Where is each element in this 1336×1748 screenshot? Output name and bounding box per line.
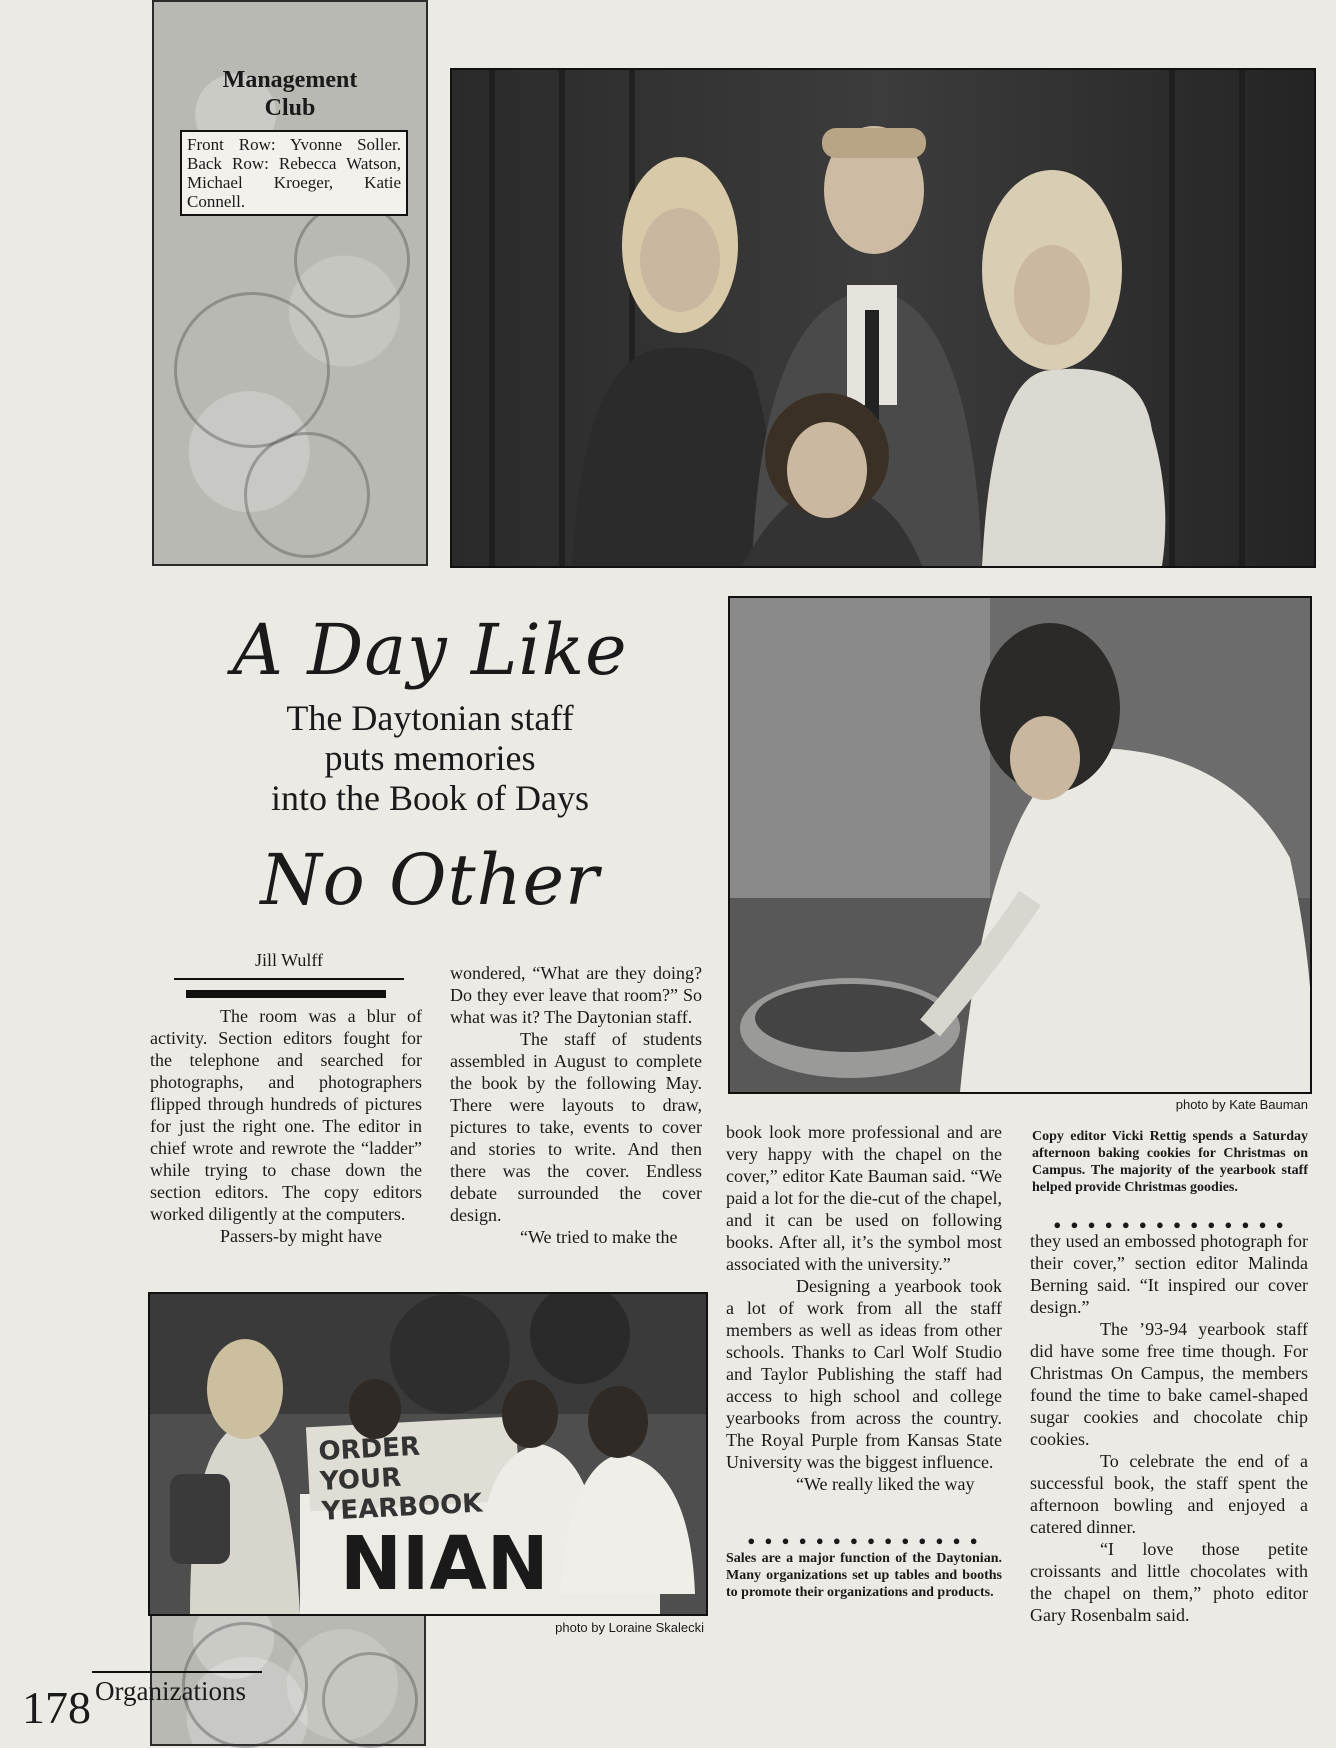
article-col4-para-4: “I love those petite croissants and little chocolates with the chapel on them,” photo editor Gary Rosenbalm said.: [1030, 1539, 1308, 1625]
article-column-1: [150, 1005, 422, 1247]
article-col4-para-2: The ’93-94 yearbook staff did have some free time though. For Christmas On Campus, the members found the time to bake camel-shaped sugar cookies and chocolate chip cookies.: [1030, 1319, 1308, 1449]
article-col3-para-1: book look more professional and are very happy with the chapel on the cover,” editor Kate Bauman said. “We paid a lot for the die-cut of the chapel, and it can be used on following books. After all, it’s the symbol most associated with the university.”: [726, 1122, 1002, 1274]
footer-rule: [92, 1671, 262, 1673]
sales-banner-text: NIAN: [340, 1521, 549, 1607]
article-col1-para-1: The room was a blur of activity. Section editors fought for the telephone and searched for photographs, and photographers flipped through hundreds of pictures for just the right one. The editor in chief wrote and rewrote the “ladder” while trying to chase down the section editors. The copy editors worked diligently at the computers.: [150, 1006, 422, 1224]
baking-photo-credit: photo by Kate Bauman: [1175, 1097, 1308, 1112]
byline-rule-thin: [174, 978, 404, 980]
club-title: Management Club: [222, 67, 358, 121]
byline-rule-thick: [186, 990, 386, 998]
sales-caption-dots: ● ● ● ● ● ● ● ● ● ● ● ● ● ●: [747, 1533, 981, 1548]
subhead-line-2: puts memories: [324, 738, 536, 778]
sales-photo: [148, 1292, 708, 1616]
article-column-4: [1030, 1230, 1308, 1626]
byline: Jill Wulff: [254, 950, 324, 970]
sales-photo-credit: photo by Loraine Skalecki: [555, 1620, 704, 1635]
article-col1-para-2: Passers-by might have: [220, 1226, 382, 1246]
baking-photo-caption: Copy editor Vicki Rettig spends a Saturday afternoon baking cookies for Christmas on Campus. The majority of the yearbook staff helped provide Christmas goodies.: [1032, 1129, 1308, 1195]
section-name: Organizations: [95, 1676, 246, 1706]
article-column-2: [450, 962, 702, 1248]
baking-caption-dots: ● ● ● ● ● ● ● ● ● ● ● ● ● ●: [1053, 1217, 1287, 1232]
article-col2-para-2: The staff of students assembled in August to complete the book by the following May. There were layouts to draw, pictures to take, events to cover and stories to write. And then there was the cover. Endless debate surrounded the cover design.: [450, 1029, 702, 1225]
sales-photo-caption: Sales are a major function of the Daytonian. Many organizations set up tables and booths to promote their organizations and products.: [726, 1551, 1002, 1600]
sales-sign-text: ORDER YOUR YEARBOOK: [317, 1431, 484, 1527]
subhead-line-3: into the Book of Days: [271, 778, 589, 818]
headline-line-1: A Day Like: [232, 609, 628, 691]
article-col3-para-3: “We really liked the way: [796, 1474, 975, 1494]
article-col3-para-2: Designing a yearbook took a lot of work from all the staff members as well as ideas from other schools. Thanks to Carl Wolf Studio and Taylor Publishing the staff had access to high school and college yearbooks from across the country. The Royal Purple from Kansas State University was the biggest influence.: [726, 1276, 1002, 1472]
article-col2-para-1: wondered, “What are they doing? Do they ever leave that room?” So what was it? The Daytonian staff.: [450, 963, 702, 1027]
headline-line-2: No Other: [260, 839, 600, 921]
article-col2-para-3: “We tried to make the: [520, 1227, 678, 1247]
group-photo-image: [452, 70, 1314, 566]
baking-photo-image: [730, 598, 1310, 1092]
article-col4-para-1: they used an embossed photograph for their cover,” section editor Malinda Berning said. “It inspired our cover design.”: [1030, 1231, 1308, 1317]
page-number: 178: [22, 1682, 91, 1733]
subhead-line-1: The Daytonian staff: [286, 698, 574, 738]
baking-photo: [728, 596, 1312, 1094]
club-photo-caption: Front Row: Yvonne Soller. Back Row: Rebecca Watson, Michael Kroeger, Katie Connell.: [180, 130, 408, 216]
group-photo: [450, 68, 1316, 568]
article-column-3: [726, 1121, 1002, 1495]
article-col4-para-3: To celebrate the end of a successful book, the staff spent the afternoon bowling and enjoyed a catered dinner.: [1030, 1451, 1308, 1537]
